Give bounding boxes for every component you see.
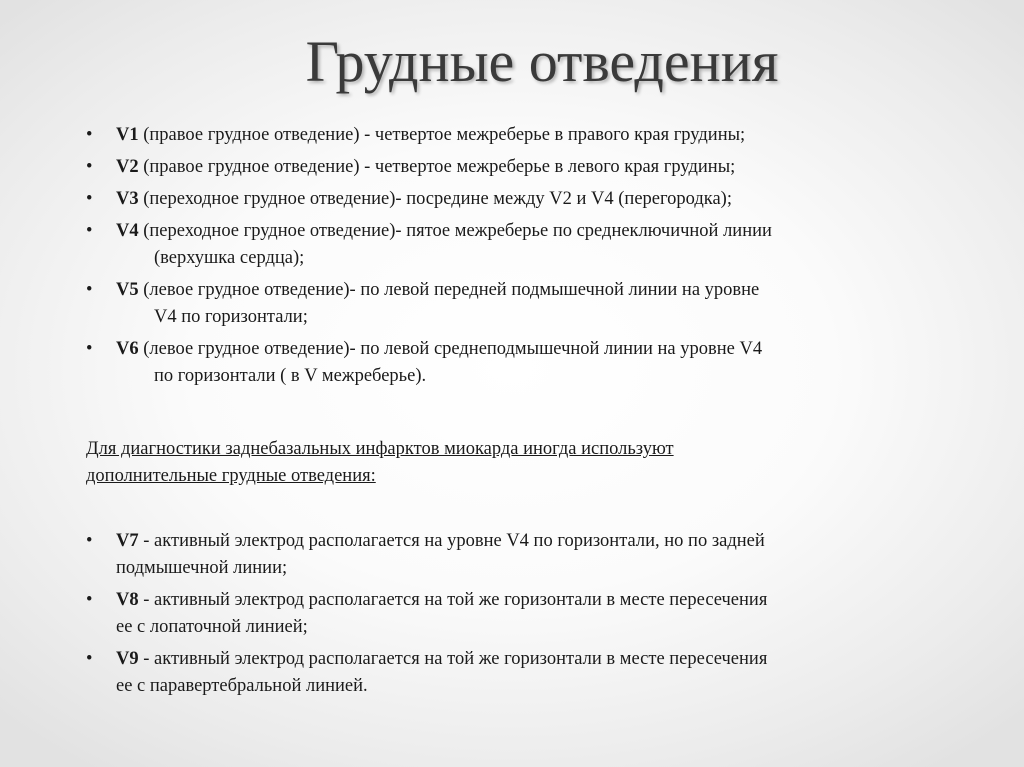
lead-description: - активный электрод располагается на той же горизонтали в месте пересечения: [138, 590, 768, 610]
lead-code: V6: [116, 339, 139, 359]
list-item: [0, 587, 956, 641]
lead-description: (правое грудное отведение) - четвертое межреберье в левого края грудины;: [138, 157, 736, 177]
bullet-icon: •: [86, 339, 93, 359]
list-item: [0, 336, 956, 390]
lead-code: V8: [116, 590, 139, 610]
standard-leads-list: [0, 122, 956, 395]
list-item: [0, 186, 956, 213]
lead-code: V3: [116, 189, 139, 209]
lead-code: V7: [116, 531, 139, 551]
note-line-2: дополнительные грудные отведения:: [86, 466, 376, 486]
lead-code: V1: [116, 125, 139, 145]
slide-title: Грудные отведения: [305, 29, 779, 94]
lead-description: (левое грудное отведение)- по левой среднеподмышечной линии на уровне V4: [138, 339, 763, 359]
bullet-icon: •: [86, 125, 93, 145]
note-line-1: Для диагностики заднебазальных инфарктов миокарда иногда используют: [86, 439, 674, 459]
lead-code: V9: [116, 649, 139, 669]
list-item: [0, 122, 956, 149]
lead-description-continued: ее с паравертебральной линией.: [116, 676, 368, 696]
lead-description-continued: подмышечной линии;: [116, 558, 288, 578]
lead-description: (переходное грудное отведение)- пятое межреберье по среднеключичной линии: [138, 221, 772, 241]
lead-description: - активный электрод располагается на уровне V4 по горизонтали, но по задней: [138, 531, 765, 551]
lead-description: - активный электрод располагается на той же горизонтали в месте пересечения: [138, 649, 768, 669]
bullet-icon: •: [86, 280, 93, 300]
bullet-icon: •: [86, 157, 93, 177]
lead-description-continued: (верхушка сердца);: [154, 248, 305, 268]
lead-code: V5: [116, 280, 139, 300]
list-item: [0, 218, 956, 272]
lead-description-continued: ее с лопаточной линией;: [116, 617, 308, 637]
lead-description: (переходное грудное отведение)- посредине между V2 и V4 (перегородка);: [138, 189, 732, 209]
lead-description-continued: по горизонтали ( в V межреберье).: [154, 366, 427, 386]
bullet-icon: •: [86, 531, 93, 551]
lead-description-continued: V4 по горизонтали;: [154, 307, 308, 327]
lead-code: V4: [116, 221, 139, 241]
bullet-icon: •: [86, 189, 93, 209]
list-item: [0, 646, 956, 700]
bullet-icon: •: [86, 649, 93, 669]
list-item: [0, 154, 956, 181]
lead-code: V2: [116, 157, 139, 177]
bullet-icon: •: [86, 221, 93, 241]
additional-leads-list: [0, 528, 956, 705]
additional-leads-note: [86, 436, 846, 490]
list-item: [0, 528, 956, 582]
lead-description: (правое грудное отведение) - четвертое межреберье в правого края грудины;: [138, 125, 746, 145]
bullet-icon: •: [86, 590, 93, 610]
list-item: [0, 277, 956, 331]
lead-description: (левое грудное отведение)- по левой передней подмышечной линии на уровне: [138, 280, 760, 300]
